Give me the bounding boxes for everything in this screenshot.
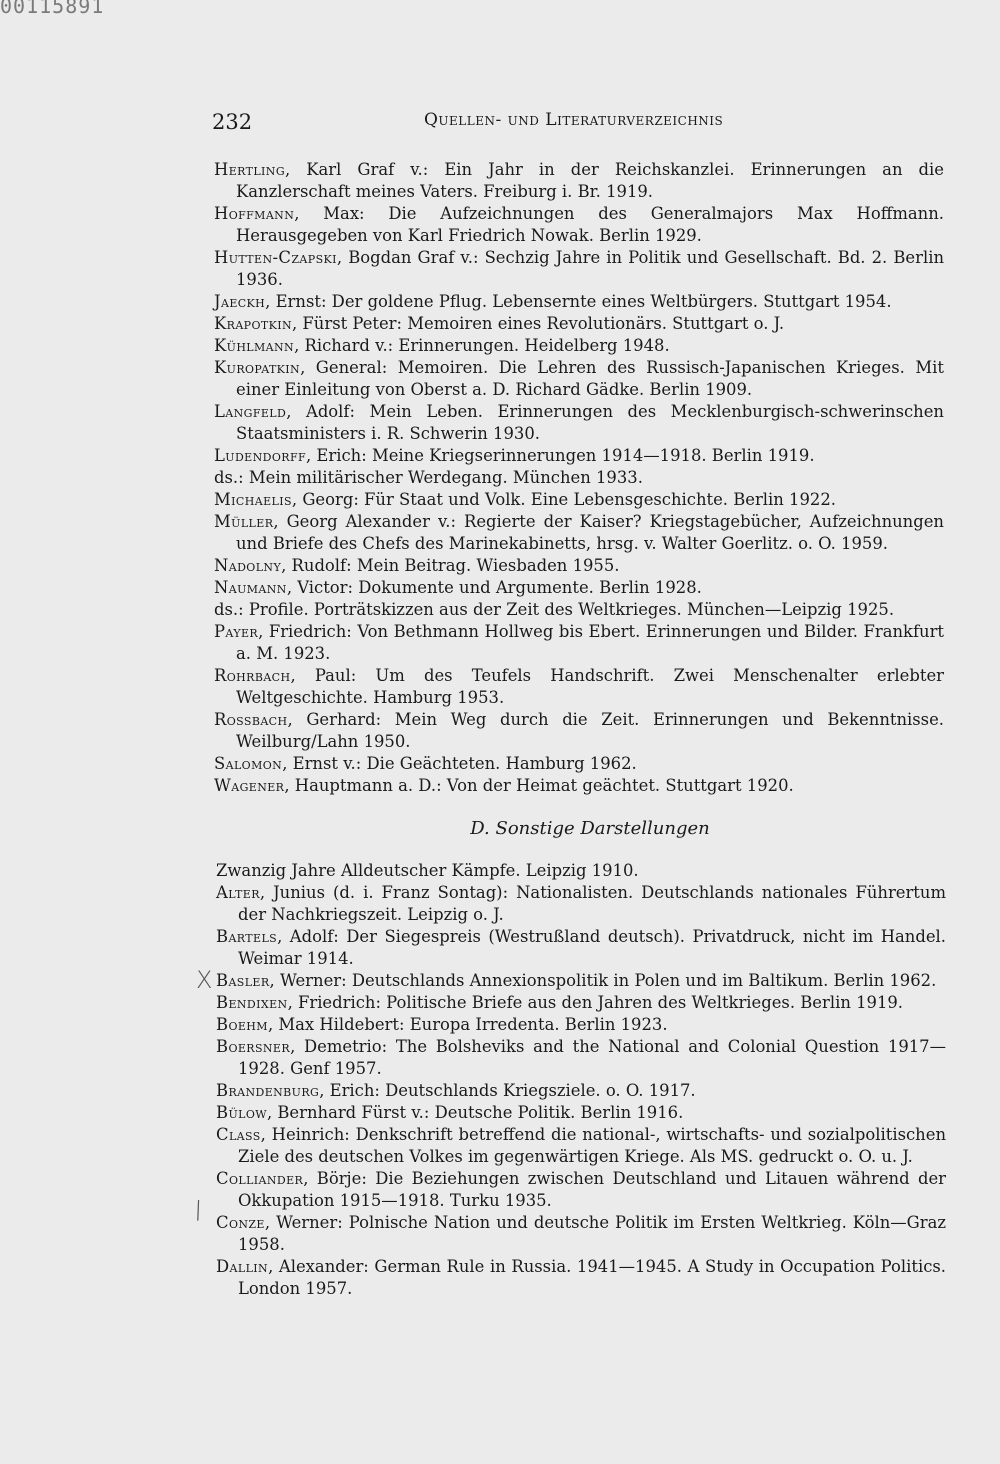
entry-text: , Georg: Für Staat und Volk. Eine Lebensgeschichte. Berlin 1922. [291,490,836,509]
bibliography-entry [216,1036,946,1080]
bibliography-entry [214,665,944,709]
entry-text: , General: Memoiren. Die Lehren des Russisch-Japanischen Krieges. Mit einer Einleitung von Oberst a. D. Richard Gädke. Berlin 1909. [236,358,944,399]
entry-text: , Georg Alexander v.: Regierte der Kaiser? Kriegstagebücher, Aufzeichnungen und Briefe des Chefs des Marinekabinetts, hrsg. v. Walter Goerlitz. o. O. 1959. [236,512,944,553]
entry-author: Payer [214,622,259,641]
bibliography-entry [214,445,944,467]
bibliography-entry [214,357,944,401]
bibliography-entry [214,401,944,445]
entry-author: Michaelis [214,490,292,509]
entry-author: Hoffmann [214,204,295,223]
entry-author: Alter [216,883,260,902]
entry-text: , Karl Graf v.: Ein Jahr in der Reichskanzlei. Erinnerungen an die Kanzlerschaft meines Vaters. Freiburg i. Br. 1919. [236,160,944,201]
entry-author: Müller [214,512,274,531]
entry-author: Colliander [216,1169,304,1188]
bibliography-entry [214,555,944,577]
bibliography-entry [216,1256,946,1300]
entry-text: , Ernst v.: Die Geächteten. Hamburg 1962. [282,754,637,773]
bibliography-entry [216,860,946,882]
entry-text: , Max Hildebert: Europa Irredenta. Berlin 1923. [267,1015,668,1034]
entry-text: , Paul: Um des Teufels Handschrift. Zwei Menschenalter erlebter Weltgeschichte. Hamburg 1953. [236,666,944,707]
entry-text: ds.: Profile. Porträtskizzen aus der Zeit des Weltkrieges. München—Leipzig 1925. [214,600,895,619]
entry-text: ds.: Mein militärischer Werdegang. München 1933. [214,468,643,487]
bibliography-entry [214,159,944,203]
entry-text: , Erich: Meine Kriegserinnerungen 1914—1918. Berlin 1919. [306,446,815,465]
bibliography-entry [216,1102,946,1124]
entry-text: , Adolf: Der Siegespreis (Westrußland deutsch). Privatdruck, nicht im Handel. Weimar 1914. [238,927,946,968]
entry-text: , Bogdan Graf v.: Sechzig Jahre in Politik und Gesellschaft. Bd. 2. Berlin 1936. [236,248,944,289]
bibliography-entry [216,1168,946,1212]
bibliography-entry [214,467,944,489]
entry-author: Boersner [216,1037,291,1056]
entry-text: , Fürst Peter: Memoiren eines Revolutionärs. Stuttgart o. J. [292,314,785,333]
entry-author: Rohrbach [214,666,291,685]
entry-author: Brandenburg [216,1081,320,1100]
bibliography-entry [216,970,946,992]
entry-author: Langfeld [214,402,287,421]
entry-author: Boehm [216,1015,268,1034]
margin-mark: / [190,1195,206,1225]
entry-author: Conze [216,1213,265,1232]
entry-author: Bülow [216,1103,267,1122]
entry-text: , Werner: Polnische Nation und deutsche Politik im Ersten Weltkrieg. Köln—Graz 1958. [238,1213,946,1254]
bibliography-entry [214,621,944,665]
entry-author: Bartels [216,927,278,946]
entry-author: Hertling [214,160,286,179]
entry-text: , Demetrio: The Bolsheviks and the National and Colonial Question 1917—1928. Genf 1957. [238,1037,946,1078]
entry-author: Hutten-Czapski [214,248,337,267]
entry-author: Nadolny [214,556,282,575]
entry-author: Naumann [214,578,287,597]
entry-text: , Rudolf: Mein Beitrag. Wiesbaden 1955. [281,556,620,575]
entry-text: , Richard v.: Erinnerungen. Heidelberg 1948. [294,336,670,355]
bibliography-entry [216,926,946,970]
bibliography-list-other [216,860,946,1300]
bibliography-entry [216,882,946,926]
entry-author: Bendixen [216,993,288,1012]
entry-text: , Adolf: Mein Leben. Erinnerungen des Mecklenburgisch-schwerinschen Staatsministers i. R. Schwerin 1930. [236,402,944,443]
entry-author: Kuropatkin [214,358,301,377]
entry-text: , Junius (d. i. Franz Sontag): Nationalisten. Deutschlands nationales Führertum der Nachkriegszeit. Leipzig o. J. [238,883,946,924]
entry-text: , Hauptmann a. D.: Von der Heimat geächtet. Stuttgart 1920. [284,776,794,795]
margin-mark: X [196,966,213,994]
entry-author: Rossbach [214,710,288,729]
entry-author: Dallin [216,1257,269,1276]
section-heading: D. Sonstige Darstellungen [470,818,710,839]
bibliography-entry [214,247,944,291]
bibliography-entry [214,313,944,335]
bibliography-entry [214,577,944,599]
bibliography-entry [216,992,946,1014]
bibliography-entry [214,709,944,753]
entry-text: , Börje: Die Beziehungen zwischen Deutschland und Litauen während der Okkupation 1915—1918. Turku 1935. [238,1169,946,1210]
entry-author: Jaeckh [214,292,266,311]
entry-text: , Max: Die Aufzeichnungen des Generalmajors Max Hoffmann. Herausgegeben von Karl Friedrich Nowak. Berlin 1929. [236,204,944,245]
entry-author: Wagener [214,776,285,795]
entry-text: , Erich: Deutschlands Kriegsziele. o. O. 1917. [319,1081,696,1100]
bibliography-entry [214,489,944,511]
bibliography-entry [216,1014,946,1036]
bibliography-entry [214,775,944,797]
entry-text: , Werner: Deutschlands Annexionspolitik in Polen und im Baltikum. Berlin 1962. [269,971,937,990]
bibliography-entry [214,291,944,313]
running-title: Quellen- und Literaturverzeichnis [424,110,724,130]
bibliography-entry [216,1124,946,1168]
entry-author: Class [216,1125,261,1144]
entry-author: Krapotkin [214,314,293,333]
entry-text: , Alexander: German Rule in Russia. 1941—1945. A Study in Occupation Politics. London 1957. [238,1257,946,1298]
bibliography-list-memoirs [214,159,944,797]
bibliography-entry [216,1080,946,1102]
entry-author: Salomon [214,754,283,773]
page-number: 232 [212,110,253,134]
entry-text: , Victor: Dokumente und Argumente. Berlin 1928. [286,578,702,597]
archive-id: 00115891 [0,0,105,18]
bibliography-entry [214,511,944,555]
entry-text: , Friedrich: Politische Briefe aus den Jahren des Weltkrieges. Berlin 1919. [287,993,904,1012]
bibliography-entry [214,753,944,775]
bibliography-entry [216,1212,946,1256]
entry-text: Zwanzig Jahre Alldeutscher Kämpfe. Leipzig 1910. [216,861,639,880]
bibliography-entry [214,335,944,357]
entry-text: , Heinrich: Denkschrift betreffend die national-, wirtschafts- und sozialpolitischen Ziele des deutschen Volkes im gegenwärtigen Kriege. Als MS. gedruckt o. O. u. J. [238,1125,946,1166]
bibliography-entry [214,203,944,247]
entry-author: Kühlmann [214,336,295,355]
entry-text: , Ernst: Der goldene Pflug. Lebensernte eines Weltbürgers. Stuttgart 1954. [265,292,892,311]
entry-text: , Gerhard: Mein Weg durch die Zeit. Erinnerungen und Bekenntnisse. Weilburg/Lahn 1950. [236,710,944,751]
entry-text: , Friedrich: Von Bethmann Hollweg bis Ebert. Erinnerungen und Bilder. Frankfurt a. M. 1923. [236,622,944,663]
entry-text: , Bernhard Fürst v.: Deutsche Politik. Berlin 1916. [266,1103,684,1122]
bibliography-entry [214,599,944,621]
entry-author: Ludendorff [214,446,307,465]
entry-author: Basler [216,971,270,990]
